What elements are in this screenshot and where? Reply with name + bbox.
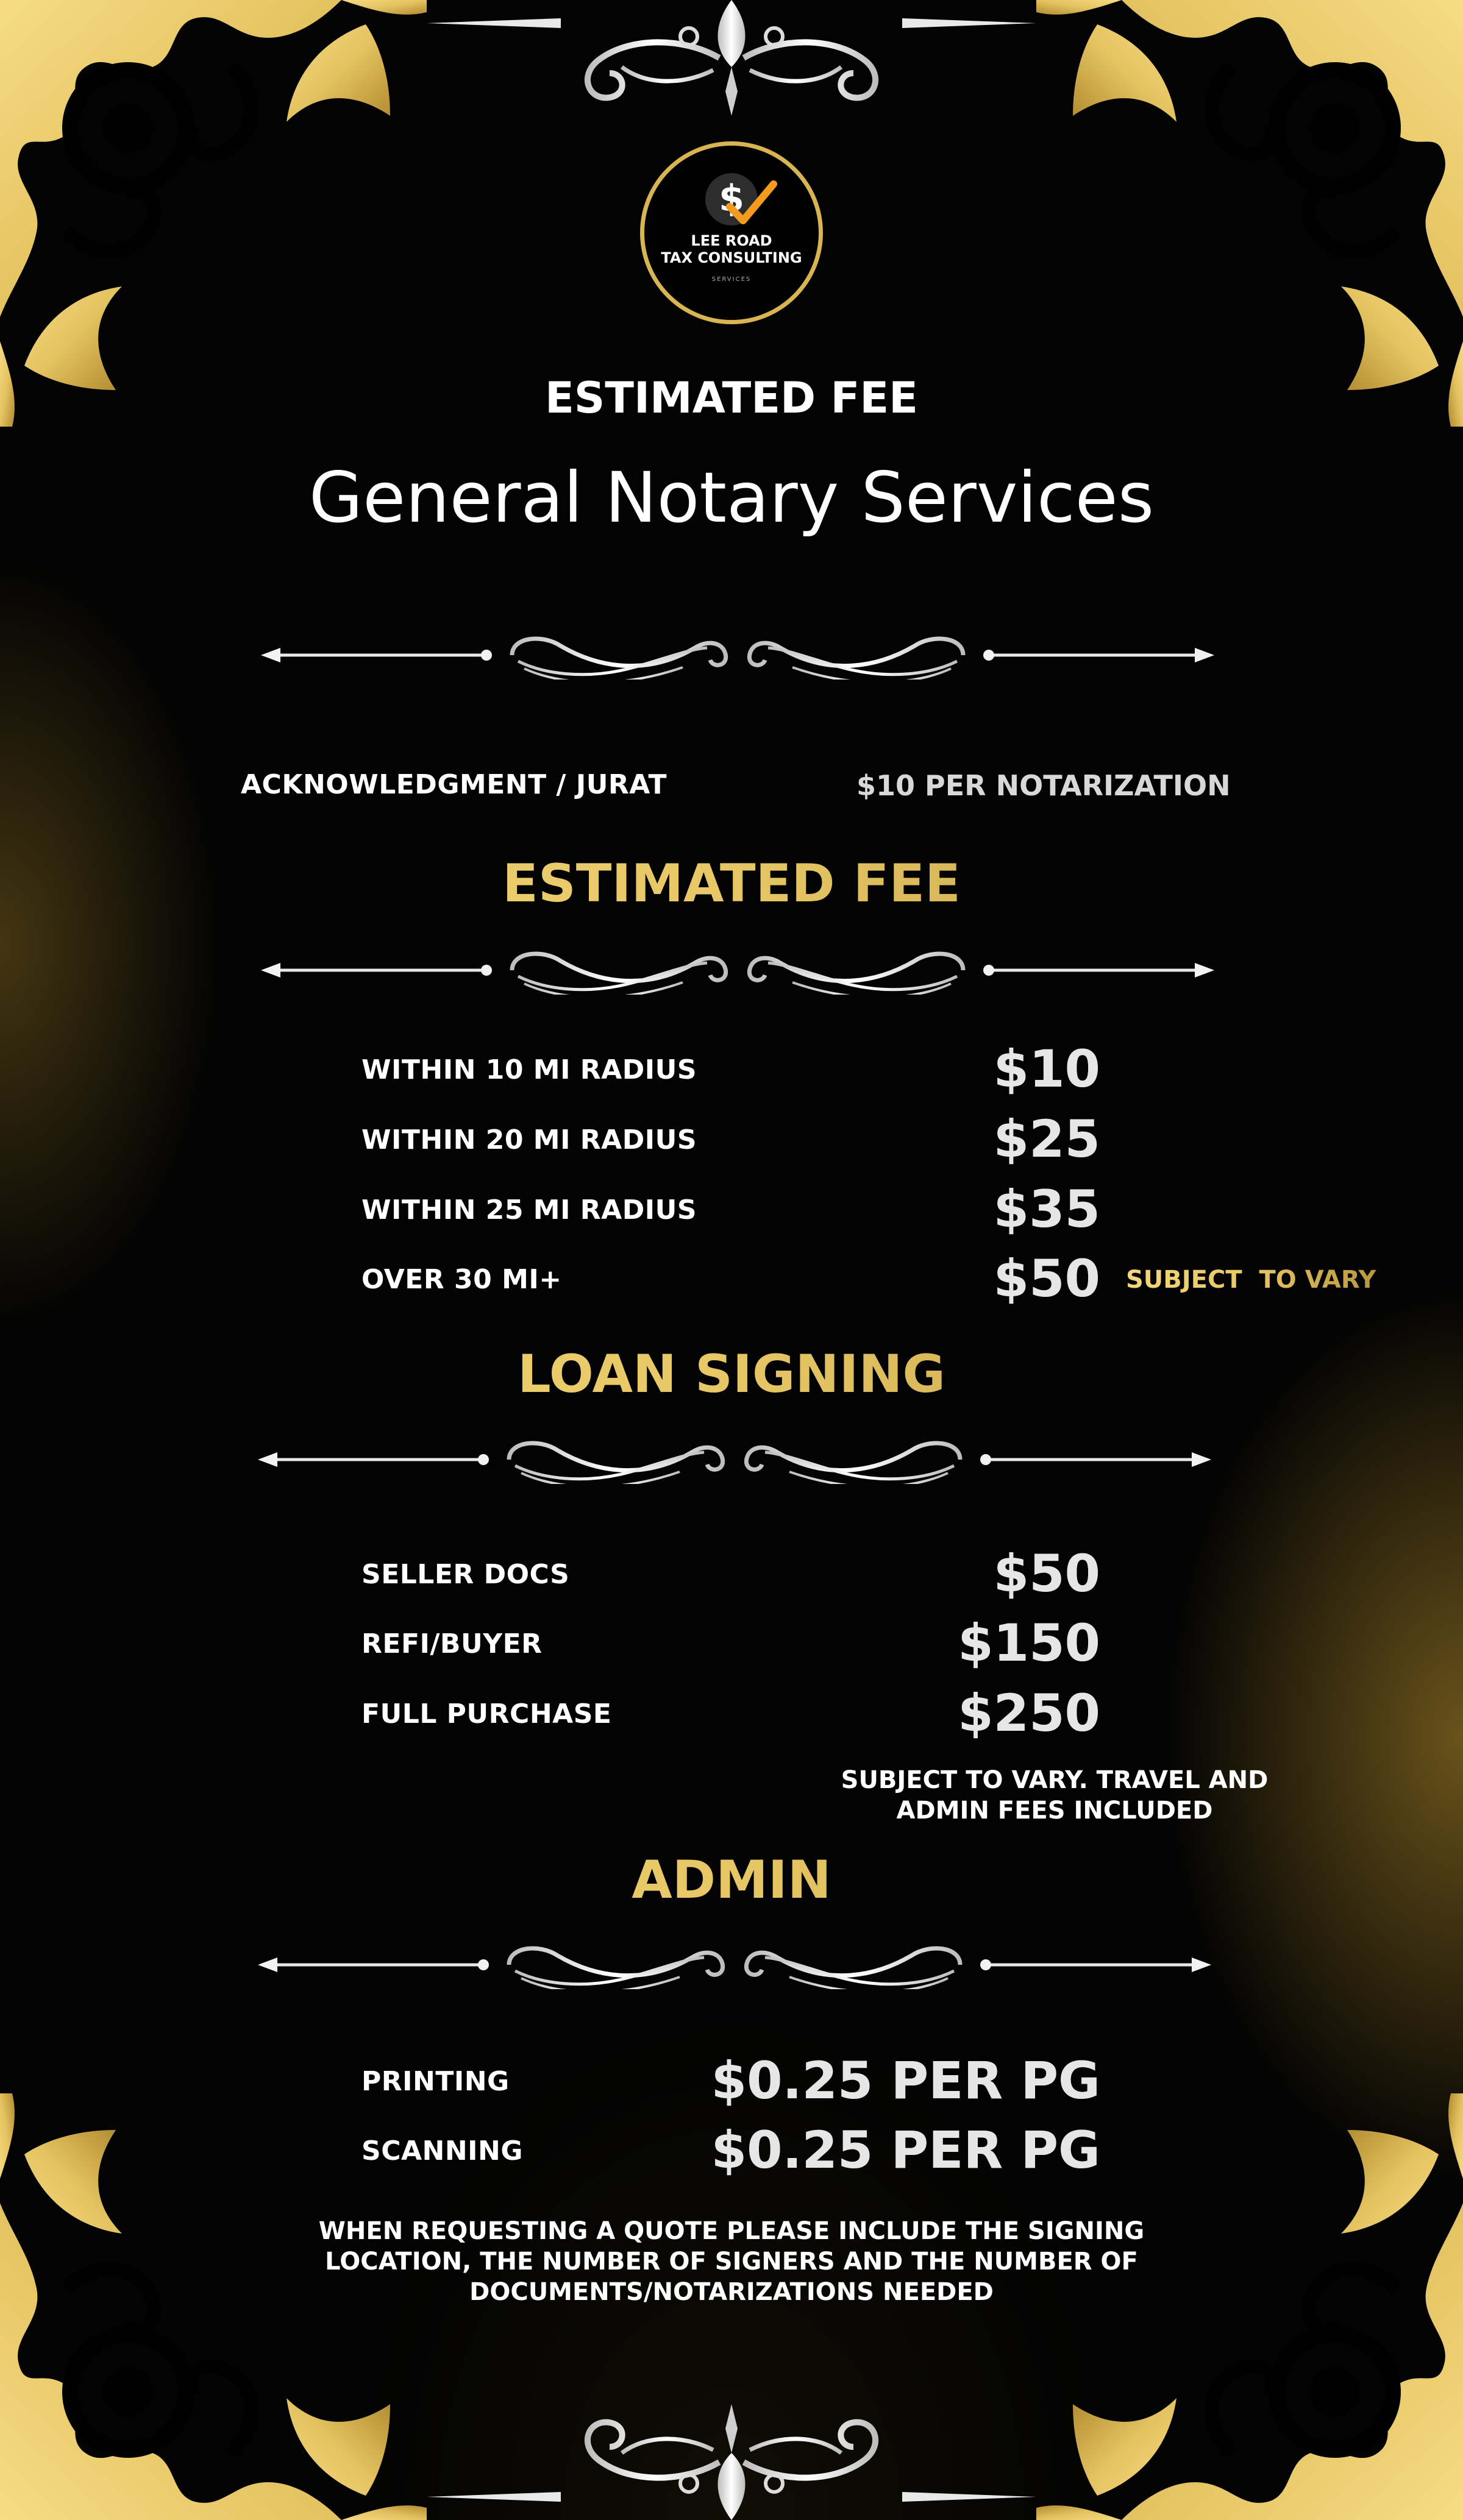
admin-price-1: $0.25 PER PG (671, 2051, 1100, 2110)
divider-flourish-icon (256, 631, 1219, 680)
divider-flourish-icon (256, 946, 1219, 995)
page-title: General Notary Services (308, 457, 1155, 538)
travel-vary-note: SUBJECT TO VARY (1126, 1266, 1376, 1294)
estimated-fee-heading: ESTIMATED FEE (0, 853, 1463, 914)
admin-label-2: SCANNING (361, 2135, 523, 2167)
footer-line3: DOCUMENTS/NOTARIZATIONS NEEDED (469, 2278, 994, 2306)
logo-line2: TAX CONSULTING (661, 249, 802, 266)
logo-dollar-symbol: $ (719, 177, 744, 220)
travel-label-1: WITHIN 10 MI RADIUS (361, 1054, 697, 1085)
logo (640, 141, 823, 324)
loan-label-2: REFI/BUYER (361, 1628, 543, 1659)
admin-heading: ADMIN (0, 1850, 1463, 1911)
checkmark-icon (724, 179, 778, 228)
travel-label-2: WITHIN 20 MI RADIUS (361, 1124, 697, 1155)
admin-label-1: PRINTING (361, 2066, 510, 2097)
footer-line1: WHEN REQUESTING A QUOTE PLEASE INCLUDE THE SIGNING (318, 2217, 1145, 2245)
bottom-flourish-icon (427, 2398, 1036, 2520)
footer-line2: LOCATION, THE NUMBER OF SIGNERS AND THE NUMBER OF (325, 2248, 1138, 2276)
travel-price-1: $10 (853, 1039, 1100, 1099)
loan-price-3: $250 (853, 1683, 1100, 1743)
loan-price-1: $50 (853, 1544, 1100, 1603)
logo-line3: SERVICES (711, 276, 752, 283)
loan-label-3: FULL PURCHASE (361, 1698, 612, 1730)
loan-signing-heading: LOAN SIGNING (0, 1344, 1463, 1405)
logo-line1: LEE ROAD (691, 232, 772, 249)
loan-price-2: $150 (853, 1613, 1100, 1673)
loan-vary-note-line1: SUBJECT TO VARY. TRAVEL AND (841, 1766, 1269, 1794)
travel-price-2: $25 (853, 1109, 1100, 1169)
acknowledgment-label: ACKNOWLEDGMENT / JURAT (241, 769, 667, 800)
divider-flourish-icon (253, 1435, 1216, 1484)
travel-label-4: OVER 30 MI+ (361, 1264, 562, 1295)
acknowledgment-price: $10 PER NOTARIZATION (856, 769, 1231, 802)
loan-vary-note-line2: ADMIN FEES INCLUDED (896, 1797, 1213, 1825)
travel-price-4: $50 (853, 1249, 1100, 1308)
small-title: ESTIMATED FEE (545, 373, 918, 423)
travel-label-3: WITHIN 25 MI RADIUS (361, 1194, 697, 1226)
corner-ornament-icon (0, 0, 427, 427)
corner-ornament-icon (1036, 0, 1463, 427)
loan-label-1: SELLER DOCS (361, 1559, 570, 1590)
top-flourish-icon (427, 0, 1036, 122)
divider-flourish-icon (253, 1940, 1216, 1989)
travel-price-3: $35 (853, 1179, 1100, 1239)
admin-price-2: $0.25 PER PG (671, 2120, 1100, 2180)
